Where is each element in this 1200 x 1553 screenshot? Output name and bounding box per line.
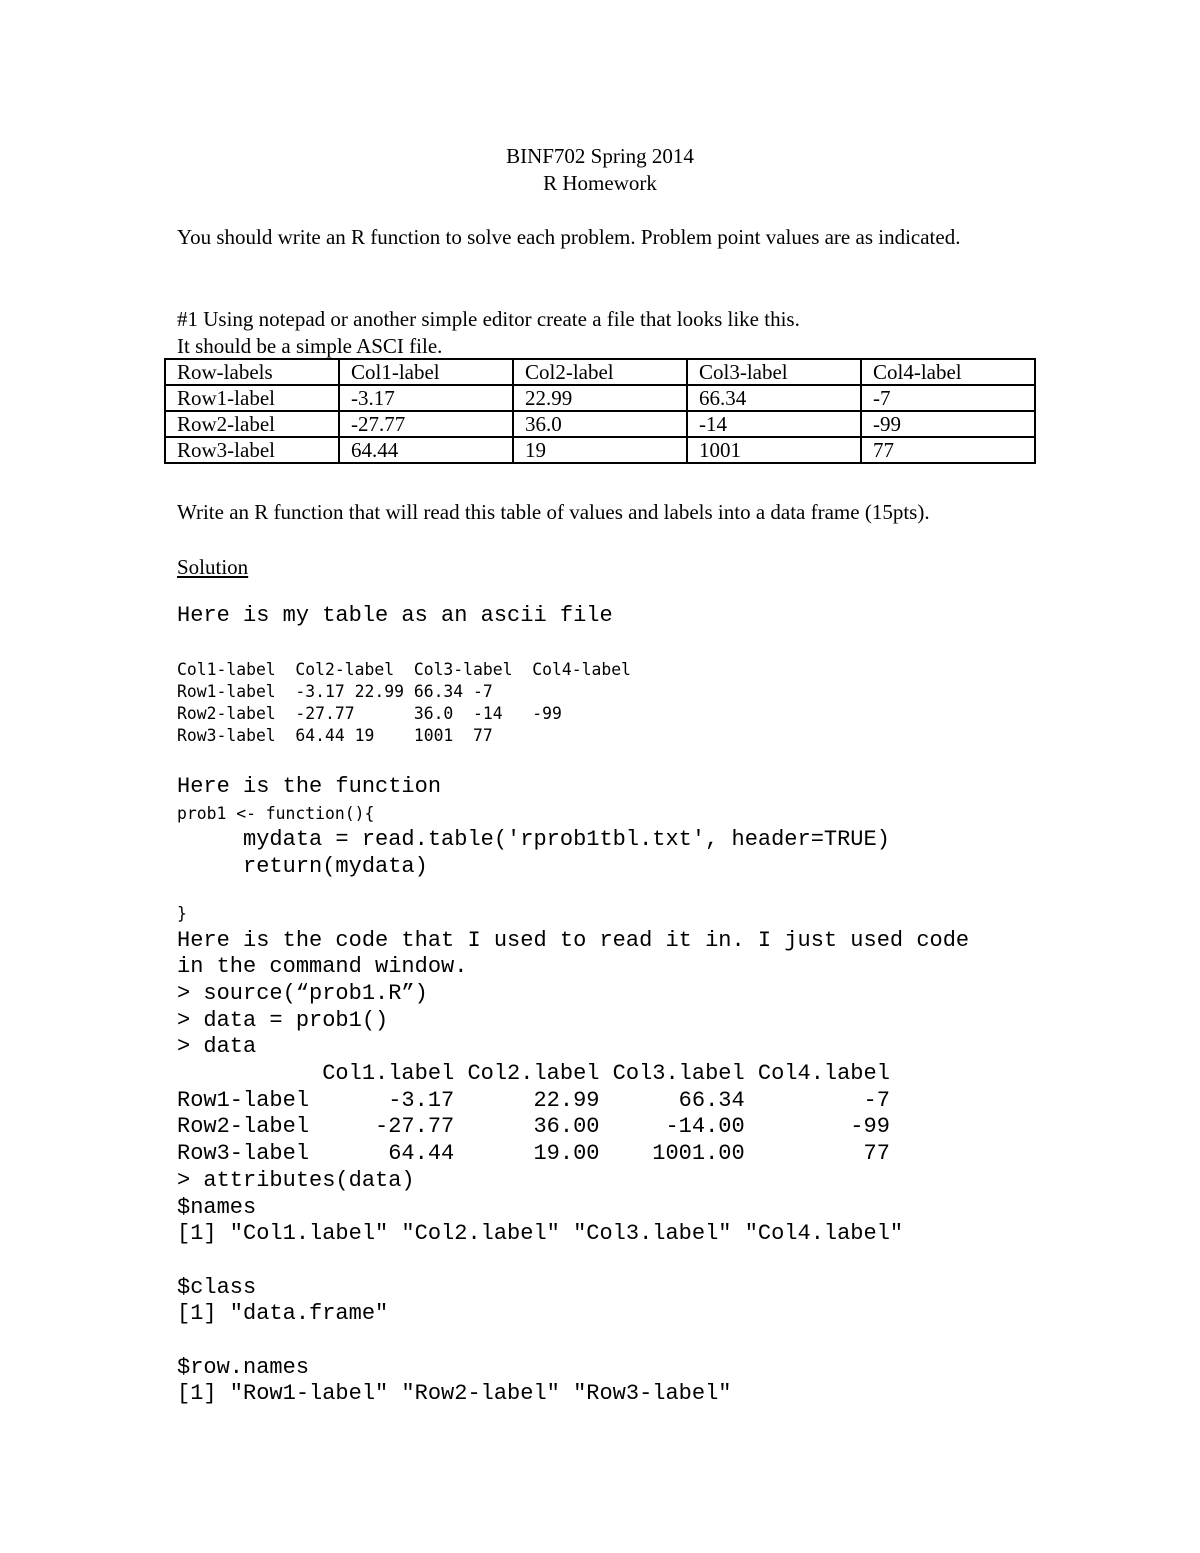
example-table: [164, 358, 1036, 464]
function-declaration: prob1 <- function(){: [177, 803, 375, 823]
table-cell: Row3-label: [165, 437, 339, 463]
problem-1-task: Write an R function that will read this table of values and labels into a data frame (15pts).: [177, 500, 930, 524]
table-header-cell: Col2-label: [513, 359, 687, 385]
table-header-cell: Col3-label: [687, 359, 861, 385]
table-cell: 64.44: [339, 437, 513, 463]
table-row: [165, 385, 1035, 411]
table-header-row: [165, 359, 1035, 385]
problem-1-statement: [177, 306, 1057, 360]
table-header-cell: Row-labels: [165, 359, 339, 385]
table-row: [165, 411, 1035, 437]
table-cell: 66.34: [687, 385, 861, 411]
table-cell: -99: [861, 411, 1035, 437]
function-heading: Here is the function: [177, 774, 442, 799]
table-cell: 77: [861, 437, 1035, 463]
table-cell: Row2-label: [165, 411, 339, 437]
table-cell: -27.77: [339, 411, 513, 437]
table-cell: -3.17: [339, 385, 513, 411]
function-body: mydata = read.table('rprob1tbl.txt', header=TRUE) return(mydata): [243, 827, 890, 880]
solution-heading: Solution: [177, 555, 249, 579]
table-header-cell: Col1-label: [339, 359, 513, 385]
document-title: [0, 143, 1200, 197]
function-close: }: [177, 903, 187, 923]
ascii-file-heading: Here is my table as an ascii file: [177, 603, 613, 628]
problem-1-line-2: It should be a simple ASCI file.: [177, 334, 443, 358]
table-header-cell: Col4-label: [861, 359, 1035, 385]
table-cell: 19: [513, 437, 687, 463]
table-cell: 36.0: [513, 411, 687, 437]
problem-1-line-1: #1 Using notepad or another simple editor create a file that looks like this.: [177, 307, 800, 331]
console-session: Here is the code that I used to read it in. I just used code in the command window. > source(“prob1.R”) > data = prob1() > data Col1.label Col2.label Col3.label Col4.label Row1-label -3.17 22.99 66.34 -7 Row2-label -27.77 36.00 -14.00 -99 Row3-label 64.44 19.00 1001.00 77 > attributes(data) $names [1] "Col1.label" "Col2.label" "Col3.label" "Col4.label" $class [1] "data.frame" $row.names [1] "Row1-label" "Row2-label" "Row3-label": [177, 927, 970, 1407]
table-cell: Row1-label: [165, 385, 339, 411]
ascii-file-listing: Col1-label Col2-label Col3-label Col4-label Row1-label -3.17 22.99 66.34 -7 Row2-label -27.77 36.0 -14 -99 Row3-label 64.44 19 1001 77: [177, 660, 631, 745]
table-cell: -14: [687, 411, 861, 437]
table-cell: 22.99: [513, 385, 687, 411]
solution-code-block: [177, 774, 1057, 1408]
table-cell: -7: [861, 385, 1035, 411]
table-row: [165, 437, 1035, 463]
assignment-title: R Homework: [543, 171, 657, 195]
table-cell: 1001: [687, 437, 861, 463]
course-title: BINF702 Spring 2014: [506, 144, 694, 168]
intro-paragraph: You should write an R function to solve each problem. Problem point values are as indicated.: [177, 225, 961, 249]
